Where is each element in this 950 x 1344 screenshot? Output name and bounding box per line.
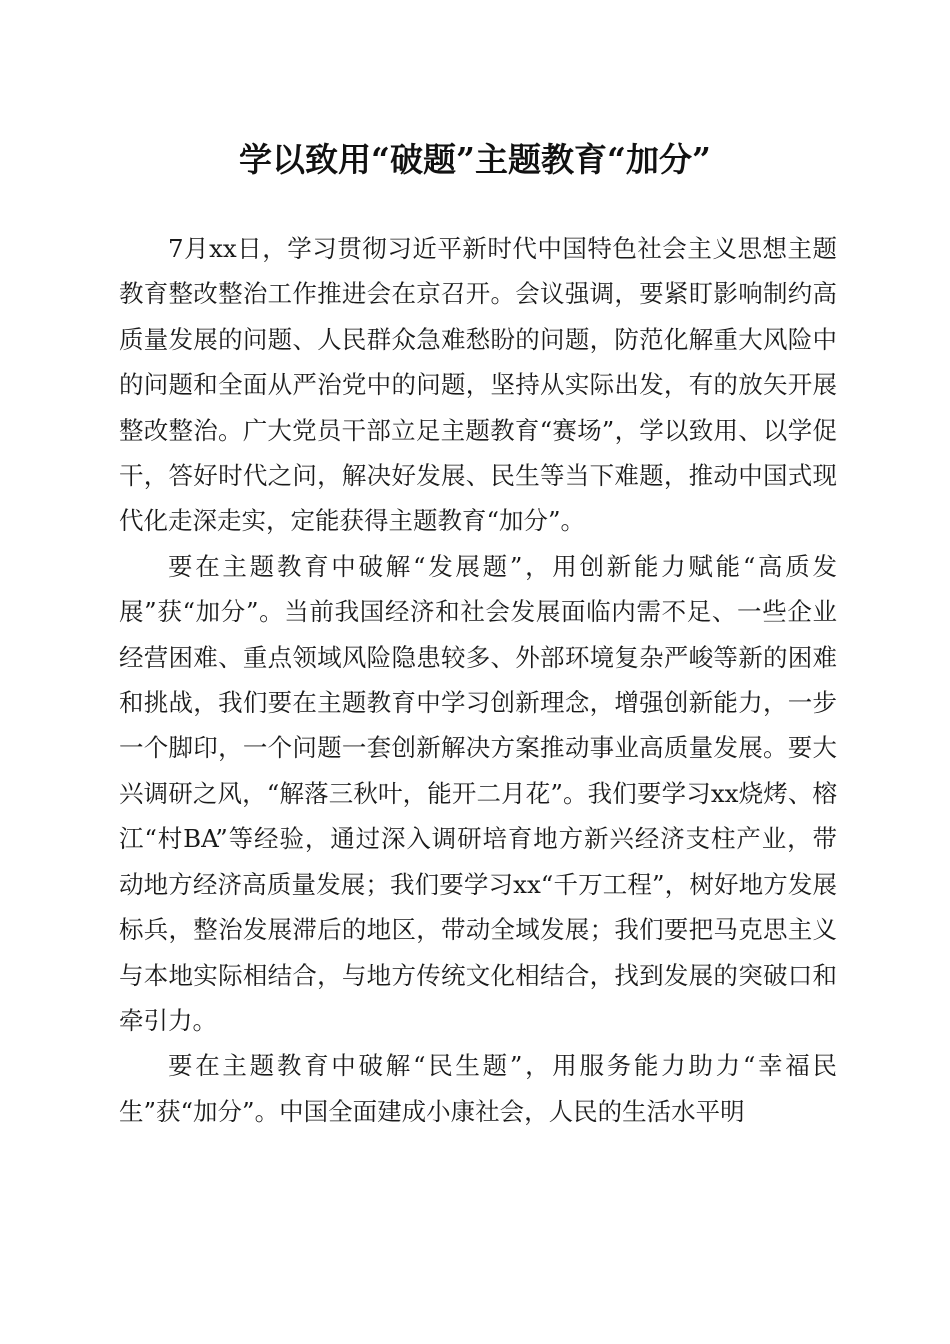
paragraph-3: 要在主题教育中破解“民生题”，用服务能力助力“幸福民生”获“加分”。中国全面建成小康社会，人民的生活水平明 (119, 1051, 837, 1126)
document-body (119, 226, 837, 1134)
paragraph-1: 7月xx日，学习贯彻习近平新时代中国特色社会主义思想主题教育整改整治工作推进会在京召开。会议强调，要紧盯影响制约高质量发展的问题、人民群众急难愁盼的问题，防范化解重大风险中的问题和全面从严治党中的问题，坚持从实际出发，有的放矢开展整改整治。广大党员干部立足主题教育“赛场”，学以致用、以学促干，答好时代之问，解决好发展、民生等当下难题，推动中国式现代化走深走实，定能获得主题教育“加分”。 (119, 234, 837, 536)
paragraph-2: 要在主题教育中破解“发展题”，用创新能力赋能“高质发展”获“加分”。当前我国经济和社会发展面临内需不足、一些企业经营困难、重点领域风险隐患较多、外部环境复杂严峻等新的困难和挑战，我们要在主题教育中学习创新理念，增强创新能力，一步一个脚印，一个问题一套创新解决方案推动事业高质量发展。要大兴调研之风，“解落三秋叶，能开二月花”。我们要学习xx烧烤、榕江“村BA”等经验，通过深入调研培育地方新兴经济支柱产业，带动地方经济高质量发展；我们要学习xx“千万工程”，树好地方发展标兵，整治发展滞后的地区，带动全域发展；我们要把马克思主义与本地实际相结合，与地方传统文化相结合，找到发展的突破口和牵引力。 (119, 551, 837, 1035)
document-title: 学以致用“破题”主题教育“加分” (239, 140, 711, 179)
